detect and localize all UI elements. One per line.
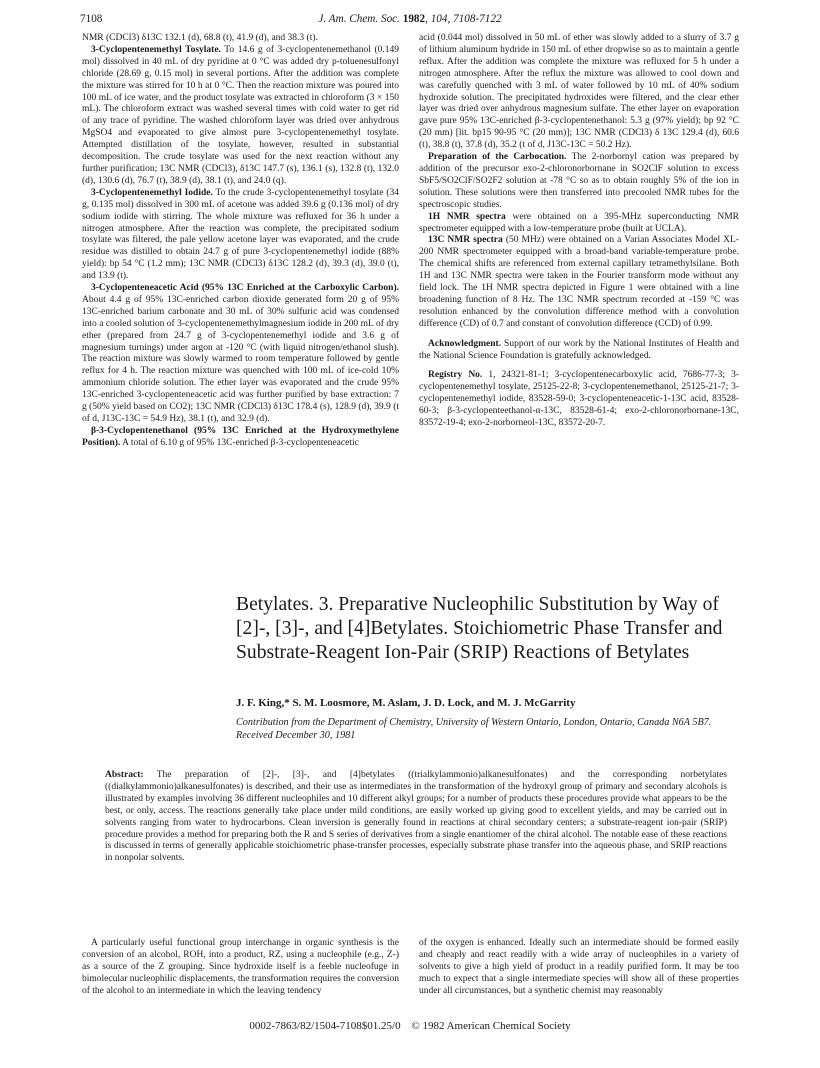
paragraph-text: The 2-norbornyl cation was prepared by addition of the precursor exo-2-chloronorbornane in SO2ClF solution to excess SbF5/SO2ClF/SO2F2 solution at -78 °C so as to obtain roughly 5% of the ion in solution. These solutions were then transferred into precooled NMR tubes for the spectroscopic studies. <box>419 152 739 210</box>
experimental-right-column <box>419 33 739 430</box>
copyright: © 1982 American Chemical Society <box>411 1020 571 1032</box>
paragraph-text: A total of 6.10 g of 95% 13C-enriched β-3-cyclopenteneacetic <box>122 437 359 448</box>
journal-pages: 7108-7122 <box>453 13 502 25</box>
body-left-column <box>82 938 399 998</box>
journal-name: J. Am. Chem. Soc. <box>318 13 400 25</box>
paragraph-text: To the crude 3-cyclopentenemethyl tosylate (34 g, 0.135 mol) dissolved in 300 mL of acetone was added 39.6 g (0.136 mol) of dry sodium iodide with stirring. The whole mixture was refluxed for 36 h under a nitrogen atmosphere. After the reaction was complete, the precipitated sodium tosylate was filtered, the pale yellow acetone layer was evaporated, and the crude residue was distilled to obtain 24.7 g of pure 3-cyclopentenemethyl iodide (88% yield): bp 54 °C (1.2 mm); 13C NMR (CDCl3) δ13C 128.2 (d), 39.3 (d), 39.0 (t), and 13.9 (t). <box>82 187 399 282</box>
abstract-text: The preparation of [2]-, [3]-, and [4]betylates ((trialkylammonio)alkanesulfonates) and the corresponding norbetylates ((dialkylammonio)alkanesulfonates) is described, and their use as intermediates in the transformation of the hydroxyl group of primary and secondary alcohols is illustrated by examples involving 36 different nucleophiles and 10 different alkyl groups; for a number of products these procedures provide what appears to be the best, or only, access. The reactions generally take place under mild conditions, are easily worked up giving good to excellent yields, and may be carried out in solvents ranging from water to hydrocarbons. Clean inversion is generally found in reactions at chiral secondary centers; a substrate-reagent ion-pair (SRIP) procedure provides a method for preparing both the R and S series of derivatives from a single enantiomer of the chiral alcohol. The notable ease of these reactions is discussed in terms of generally applicable stoichiometric phase-transfer processes, especially substrate phase transfer into the aqueous phase, and SRIP reactions in nonpolar solvents. <box>105 770 727 864</box>
journal-citation: J. Am. Chem. Soc. 1982, 104, 7108-7122 <box>318 13 502 25</box>
paragraph-heading: 3-Cyclopentenemethyl Iodide. <box>91 187 213 198</box>
article-title: Betylates. 3. Preparative Nucleophilic Substitution by Way of [2]-, [3]-, and [4]Betylates. Stoichiometric Phase Transfer and Substrate-Reagent Ion-Pair (SRIP) Reactions of Betylates <box>236 594 723 664</box>
paragraph-text: (50 MHz) were obtained on a Varian Associates Model XL-200 NMR spectrometer equipped with a broad-band variable-temperature probe. The chemical shifts are referenced from external capillary tetramethylsilane. Both 1H and 13C NMR spectra were taken in the Fourier transform mode without any field lock. The 1H NMR spectra depicted in Figure 1 were obtained with a line broadening function of 8 Hz. The 13C NMR spectrum recorded at -159 °C was resolution enhanced by the convolution difference method with a convolution difference (CD) of 0.7 and constant of convolution difference (CCD) of 0.99. <box>419 235 740 329</box>
paragraph-text: To 14.6 g of 3-cyclopentenemethanol (0.149 mol) dissolved in 40 mL of dry pyridine at 0 °C was added dry p-toluenesulfonyl chloride (28.69 g, 0.15 mol) in several portions. After the addition was complete the mixture was stirred for 10 h at 0 °C. Then the reaction mixture was poured into 100 mL of ice water, and the product tosylate was extracted in chloroform (3 × 150 mL). The chloroform extract was washed several times with cold water to get rid of any trace of pyridine. The washed chloroform layer was dried over anhydrous MgSO4 and evaporated to give almost pure 3-cyclopentenemethyl tosylate. Attempted distillation of the tosylate, however, resulted in substantial decomposition. The crude tosylate was used for the next reaction without any further purification; 13C NMR (CDCl3), δ13C 147.7 (s), 136.1 (s), 132.8 (t), 132.0 (d), 130.6 (d), 76.7 (t), 38.9 (d), 38.1 (t), and 24.0 (q). <box>82 44 399 186</box>
paragraph-heading: Registry No. <box>428 370 483 381</box>
paragraph <box>419 33 739 152</box>
paragraph-heading: β-3-Cyclopentenethanol (95% 13C Enriched at the Hydroxymethylene Position). <box>82 425 399 448</box>
article-authors: J. F. King,* S. M. Loosmore, M. Aslam, J. D. Lock, and M. J. McGarrity <box>236 697 576 709</box>
paragraph-heading: 3-Cyclopenteneacetic Acid (95% 13C Enriched at the Carboxylic Carbon). <box>91 283 399 294</box>
registry-numbers <box>419 370 739 430</box>
paragraph <box>419 235 739 330</box>
experimental-left-column <box>82 33 399 450</box>
paragraph <box>419 152 739 212</box>
paragraph-text: were obtained on a 395-MHz superconducting NMR spectrometer equipped with a low-temperature probe (built at UCLA). <box>419 211 740 234</box>
paragraph-heading: 13C NMR spectra <box>428 235 503 246</box>
paragraph <box>82 283 399 426</box>
paragraph <box>82 33 399 45</box>
page-number: 7108 <box>80 13 103 25</box>
journal-volume: 104 <box>430 13 448 25</box>
body-right-column <box>419 938 739 998</box>
article-affiliation: Contribution from the Department of Chemistry, University of Western Ontario, London, Ontario, Canada N6A 5B7. Received December 30, 1981 <box>236 717 712 742</box>
article-abstract <box>105 770 727 865</box>
paragraph <box>82 426 399 450</box>
paragraph <box>82 188 399 283</box>
running-header <box>80 11 740 27</box>
body-text: A particularly useful functional group interchange in organic synthesis is the conversion of an alcohol, ROH, into a product, RZ, using a nucleophile (e.g., Z-) as a source of the Z grouping. Since hydroxide itself is a feeble nucleofuge in bimolecular nucleophilic displacements, the transformation requires the conversion of the alcohol to an intermediate in which the leaving tendency <box>82 938 399 996</box>
journal-year: 1982 <box>402 13 426 25</box>
paragraph-heading: Acknowledgment. <box>428 338 502 349</box>
page-footer <box>0 1020 820 1032</box>
paragraph-heading: Preparation of the Carbocation. <box>428 152 567 163</box>
acknowledgment <box>419 339 739 363</box>
body-text: of the oxygen is enhanced. Ideally such an intermediate should be formed easily and cheaply and react readily with a wide array of nucleophiles in a variety of solvents to give a high yield of product in a readily purified form. It may be too much to expect that a single intermediate species will show all of these properties under all circumstances, but a synthetic chemist may reasonably <box>419 938 739 996</box>
paragraph <box>82 45 399 188</box>
price-code: 0002-7863/82/1504-7108$01.25/0 <box>249 1020 401 1032</box>
paragraph-heading: 1H NMR spectra <box>428 211 506 222</box>
paragraph <box>419 212 739 236</box>
paragraph-text: NMR (CDCl3) δ13C 132.1 (d), 68.8 (t), 41.9 (d), and 38.3 (t). <box>82 33 318 43</box>
paragraph-text: Support of our work by the National Institutes of Health and the National Science Foundation is gratefully acknowledged. <box>419 338 739 361</box>
paragraph-text: About 4.4 g of 95% 13C-enriched carbon dioxide generated form 20 g of 95% 13C-enriched barium carbonate and 30 mL of 30% sulfuric acid was condensed into a cooled solution of 3-cyclopentenemethylmagnesium iodide in 200 mL of dry ether (prepared from 24.7 g of 3-cyclopentenemethyl iodide and 3.6 g of magnesium turnings) under argon at -120 °C (with liquid nitrogen/ethanol slush). The reaction mixture was slowly warmed to room temperature followed by gentle reflux for 4 h. The reaction mixture was quenched with 100 mL of ice-cold 10% ammonium chloride solution. The ether layer was evaporated and the crude 95% 13C-enriched 3-cyclopenteneacetic acid was further purified by base extraction: 7 g (50% yield based on CO2); 13C NMR (CDCl3) δ13C 178.4 (s), 128.9 (d), 39.9 (t of d, J13C-13C = 54.9 Hz), 38.1 (t), and 32.9 (d). <box>82 294 399 424</box>
paragraph-text: acid (0.044 mol) dissolved in 50 mL of ether was slowly added to a slurry of 3.7 g of lithium aluminum hydride in 150 mL of ether dropwise so as to maintain a gentle reflux. After the addition was complete the mixture was refluxed for 5 h under a nitrogen atmosphere. After the reflux the mixture was allowed to cool down and was carefully quenched with 3 mL of water followed by 10 mL of 40% sodium hydroxide solution. The precipitated hydroxides were filtered, and the clear ether layer was dried over anhydrous magnesium sulfate. The ether layer on evaporation gave pure 95% 13C-enriched β-3-cyclopentenethanol: 5.3 g (97% yield); bp 92 °C (20 mm) [lit. bp15 90-95 °C (20 mm)]; 13C NMR (CDCl3) δ 13C 129.4 (d), 60.6 (t), 38.8 (t), 37.8 (d), 35.2 (t of d, J13C-13C = 50.2 Hz). <box>419 33 739 151</box>
paragraph-text: 1, 24321-81-1; 3-cyclopentenecarboxylic acid, 7686-77-3; 3-cyclopentenemethyl tosylate, 25125-22-8; 3-cyclopentenemethanol, 25125-21-7; 3-cyclopentenemethyl iodide, 83528-59-0; 3-cyclopenteneacetic-1-13C acid, 83528-60-3; β-3-cyclopenteethanol-α-13C, 83528-61-4; exo-2-chloronorbornane-13C, 83572-19-4; exo-2-norborneol-13C, 83572-20-7. <box>419 370 740 429</box>
paragraph-heading: 3-Cyclopentenemethyl Tosylate. <box>91 44 221 55</box>
abstract-label: Abstract: <box>105 770 144 780</box>
